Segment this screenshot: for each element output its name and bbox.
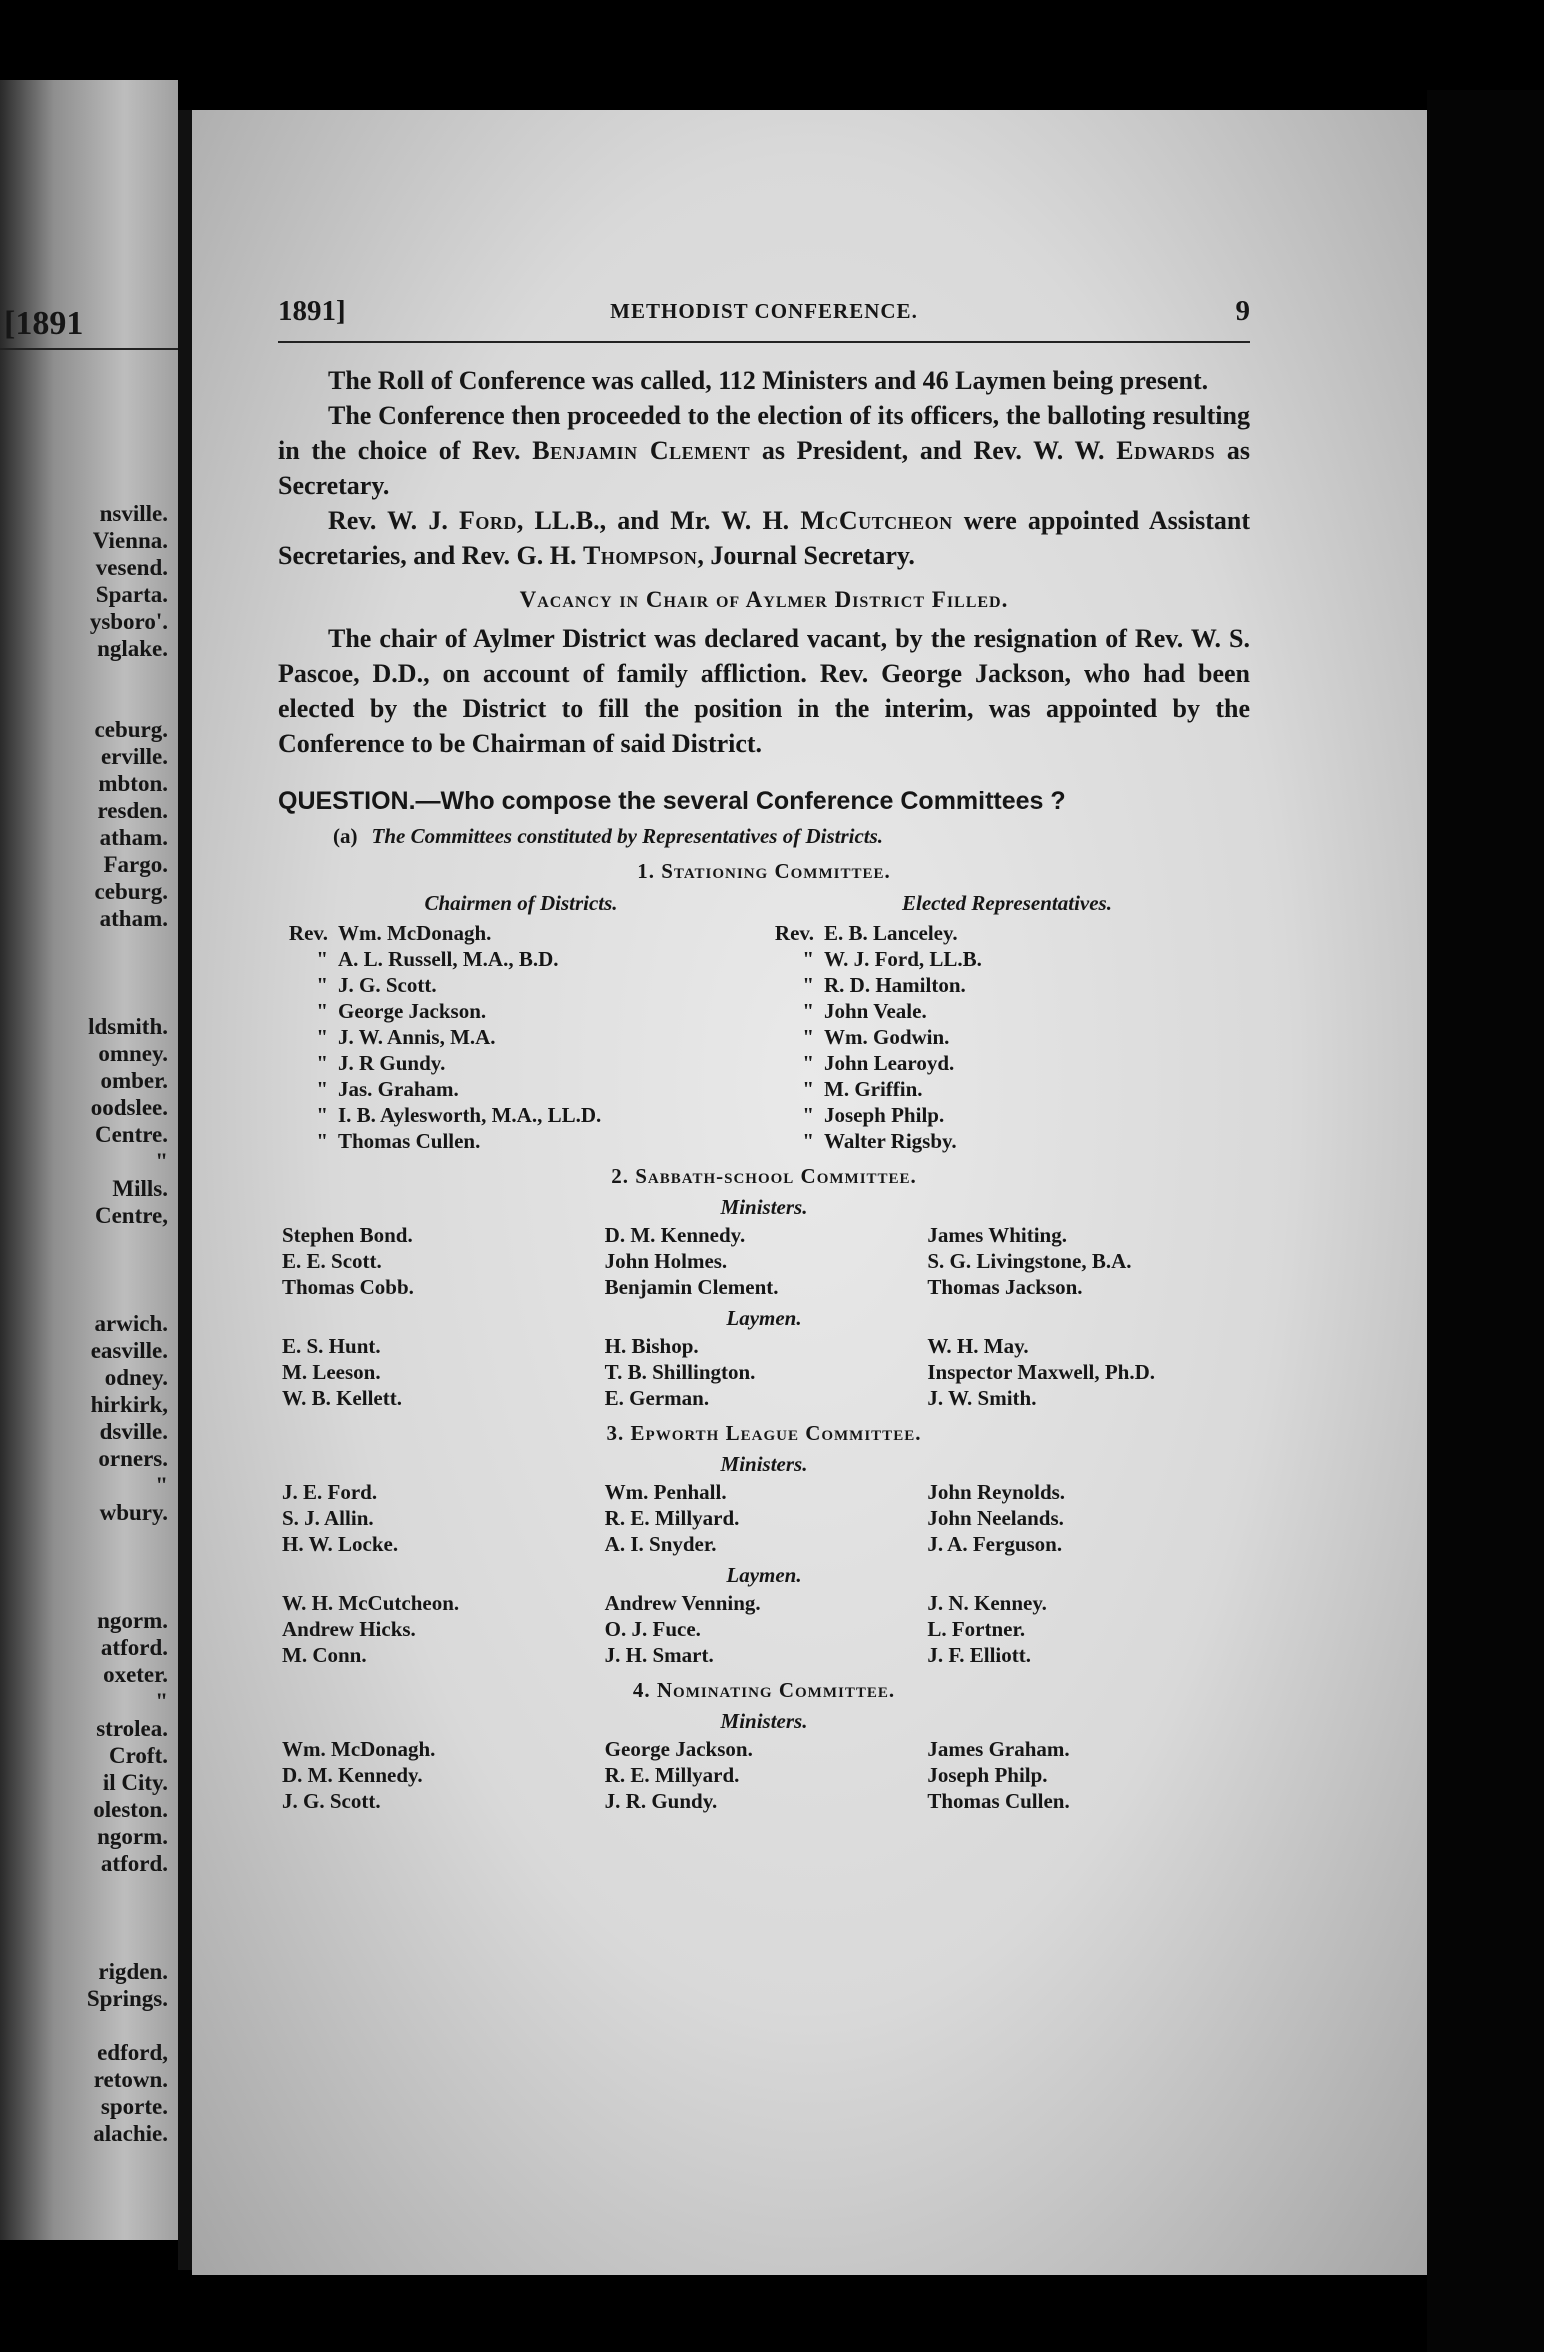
- member-column: [605, 1479, 928, 1557]
- member-row: [764, 1024, 1250, 1050]
- paragraph-roll-call: The Roll of Conference was called, 112 Ministers and 46 Laymen being present.: [328, 366, 1209, 395]
- left-page-line: oleston.: [93, 1797, 168, 1822]
- left-page-line: Centre,: [94, 1203, 168, 1228]
- text-run: Rev. W. J.: [328, 506, 459, 535]
- left-page-line: [0, 986, 168, 1013]
- left-page-line: ceburg.: [94, 879, 168, 904]
- vacancy-heading: Vacancy in Chair of Aylmer District Filled.: [519, 587, 1009, 612]
- member-name: Joseph Philp.: [927, 1763, 1048, 1787]
- member-name: D. M. Kennedy.: [604, 1223, 746, 1247]
- left-page-line: wbury.: [99, 1500, 168, 1525]
- member-name: W. J. Ford, LL.B.: [824, 947, 982, 971]
- member-name: Wm. Penhall.: [604, 1480, 727, 1504]
- left-page-line: [0, 2012, 168, 2039]
- member-row: [764, 1128, 1250, 1154]
- paragraph-vacancy: The chair of Aylmer District was declared vacant, by the resignation of Rev. W. S. Pascoe, D.D., on account of family affliction. Rev. George Jackson, who had been elected by the District to fill the position in the interim, was appointed by the Conference to be Chairman of said District.: [278, 624, 1250, 758]
- member-name: Stephen Bond.: [282, 1223, 413, 1247]
- left-page-line: Sparta.: [95, 582, 168, 607]
- nominating-ministers-heading: Ministers.: [720, 1709, 808, 1733]
- member-column: [282, 1736, 605, 1814]
- chairmen-list: [278, 920, 764, 1154]
- member-prefix: ": [802, 973, 814, 997]
- member-name: E. S. Hunt.: [282, 1334, 381, 1358]
- representatives-column: [764, 890, 1250, 1154]
- left-page-line: [0, 1526, 168, 1553]
- member-column: [605, 1590, 928, 1668]
- member-prefix: Rev.: [774, 921, 814, 945]
- text-run: The Conference then proceeded to the election of its officers, the balloting resulting in the choice of Rev.: [278, 401, 1250, 465]
- left-page-line: vesend.: [95, 555, 168, 580]
- left-page-line: [0, 689, 168, 716]
- left-page-line: Croft.: [109, 1743, 168, 1768]
- member-column: [282, 1479, 605, 1557]
- member-row: [278, 998, 764, 1024]
- member-row: [764, 946, 1250, 972]
- left-page-line: arwich.: [94, 1311, 168, 1336]
- left-page-line: ": [155, 1473, 168, 1498]
- member-prefix: ": [316, 947, 328, 971]
- left-page-fragment: [0, 80, 178, 2240]
- left-page-line: omney.: [98, 1041, 168, 1066]
- left-page-line: [0, 1904, 168, 1931]
- left-page-line: mbton.: [98, 771, 168, 796]
- member-name: J. G. Scott.: [282, 1789, 381, 1813]
- left-page-place-names: [0, 500, 168, 2147]
- member-row: [278, 1024, 764, 1050]
- left-page-line: Centre.: [94, 1122, 168, 1147]
- paragraph-election: [278, 398, 1250, 503]
- nominating-ministers-list: [282, 1736, 1250, 1814]
- member-name: D. M. Kennedy.: [282, 1763, 423, 1787]
- left-page-line: atford.: [100, 1635, 168, 1660]
- member-prefix: ": [802, 947, 814, 971]
- left-page-line: Fargo.: [103, 852, 168, 877]
- member-name: W. H. May.: [927, 1334, 1029, 1358]
- left-page-line: [0, 1256, 168, 1283]
- member-name: George Jackson.: [604, 1737, 753, 1761]
- member-column: [927, 1590, 1250, 1668]
- member-row: [764, 972, 1250, 998]
- subquestion: [333, 824, 1250, 849]
- left-page-line: Mills.: [112, 1176, 168, 1201]
- member-column: [927, 1736, 1250, 1814]
- member-column: [927, 1479, 1250, 1557]
- member-name: L. Fortner.: [927, 1617, 1026, 1641]
- left-page-line: ": [155, 1689, 168, 1714]
- left-page-line: retown.: [93, 2067, 168, 2092]
- question-heading: QUESTION.—Who compose the several Conference Committees ?: [278, 787, 1066, 815]
- left-page-line: atford.: [100, 1851, 168, 1876]
- sabbath-committee-title: 2. Sabbath-school Committee.: [611, 1164, 917, 1188]
- member-column: [605, 1736, 928, 1814]
- member-name: M. Griffin.: [824, 1077, 923, 1101]
- member-name: W. H. McCutcheon.: [282, 1591, 460, 1615]
- member-name: H. W. Locke.: [282, 1532, 399, 1556]
- member-name: Thomas Cobb.: [282, 1275, 414, 1299]
- member-name: I. B. Aylesworth, M.A., LL.D.: [338, 1103, 602, 1127]
- member-name: John Reynolds.: [927, 1480, 1066, 1504]
- member-name: S. G. Livingstone, B.A.: [927, 1249, 1132, 1273]
- left-page-line: alachie.: [93, 2121, 168, 2146]
- book-gutter: [178, 110, 192, 2270]
- subquestion-text: The Committees constituted by Representatives of Districts.: [371, 824, 884, 848]
- left-page-line: [0, 1931, 168, 1958]
- left-page-line: hirkirk,: [90, 1392, 168, 1417]
- mccutcheon-name: McCutcheon: [800, 506, 953, 535]
- member-name: W. B. Kellett.: [282, 1386, 402, 1410]
- running-header: [278, 295, 1250, 335]
- member-name: J. W. Smith.: [927, 1386, 1037, 1410]
- member-name: Thomas Cullen.: [927, 1789, 1070, 1813]
- left-page-line: [0, 1877, 168, 1904]
- nominating-committee-title: 4. Nominating Committee.: [632, 1678, 896, 1702]
- member-prefix: ": [316, 1025, 328, 1049]
- right-page: [192, 110, 1427, 2275]
- member-row: [278, 1102, 764, 1128]
- member-name: E. German.: [604, 1386, 710, 1410]
- member-name: J. F. Elliott.: [927, 1643, 1031, 1667]
- left-page-line: omber.: [100, 1068, 168, 1093]
- member-name: M. Leeson.: [282, 1360, 381, 1384]
- left-page-line: [0, 1283, 168, 1310]
- left-page-rule: [0, 348, 178, 350]
- member-prefix: Rev.: [288, 921, 328, 945]
- left-page-line: atham.: [99, 825, 168, 850]
- representatives-heading: Elected Representatives.: [902, 891, 1112, 915]
- member-column: [282, 1590, 605, 1668]
- member-name: J. A. Ferguson.: [927, 1532, 1063, 1556]
- member-name: M. Conn.: [282, 1643, 367, 1667]
- left-page-line: il City.: [102, 1770, 168, 1795]
- member-name: Walter Rigsby.: [824, 1129, 957, 1153]
- left-page-line: oodslee.: [90, 1095, 168, 1120]
- member-prefix: ": [802, 1129, 814, 1153]
- member-name: E. B. Lanceley.: [824, 921, 958, 945]
- member-name: John Learoyd.: [824, 1051, 955, 1075]
- member-name: A. L. Russell, M.A., B.D.: [338, 947, 559, 971]
- left-page-line: [0, 932, 168, 959]
- left-page-line: ngorm.: [97, 1824, 168, 1849]
- left-page-line: ysboro'.: [89, 609, 168, 634]
- left-page-line: strolea.: [96, 1716, 168, 1741]
- ford-name: Ford: [459, 506, 517, 535]
- left-page-line: atham.: [99, 906, 168, 931]
- member-prefix: ": [802, 1103, 814, 1127]
- member-name: Joseph Philp.: [824, 1103, 945, 1127]
- member-prefix: ": [316, 973, 328, 997]
- member-name: J. W. Annis, M.A.: [338, 1025, 496, 1049]
- left-page-line: ceburg.: [94, 717, 168, 742]
- member-row: [278, 946, 764, 972]
- member-row: [278, 920, 764, 946]
- member-name: R. E. Millyard.: [604, 1506, 740, 1530]
- left-page-line: sporte.: [100, 2094, 168, 2119]
- left-page-line: Vienna.: [92, 528, 168, 553]
- subquestion-label: (a): [333, 824, 358, 848]
- member-name: J. N. Kenney.: [927, 1591, 1047, 1615]
- member-name: Jas. Graham.: [338, 1077, 459, 1101]
- member-name: R. D. Hamilton.: [824, 973, 966, 997]
- scan-dark-margin: [1427, 90, 1544, 2352]
- text-run: as President, and Rev. W. W.: [750, 436, 1117, 465]
- sabbath-laymen-list: [282, 1333, 1250, 1411]
- member-name: J. H. Smart.: [604, 1643, 714, 1667]
- sabbath-ministers-heading: Ministers.: [720, 1195, 808, 1219]
- member-row: [278, 1050, 764, 1076]
- left-page-line: easville.: [90, 1338, 168, 1363]
- thompson-name: Thompson: [582, 541, 698, 570]
- member-name: Andrew Venning.: [604, 1591, 761, 1615]
- epworth-ministers-heading: Ministers.: [720, 1452, 808, 1476]
- member-prefix: ": [316, 1051, 328, 1075]
- member-column: [282, 1333, 605, 1411]
- member-name: Inspector Maxwell, Ph.D.: [927, 1360, 1156, 1384]
- sabbath-laymen-heading: Laymen.: [726, 1306, 802, 1330]
- member-row: [278, 1128, 764, 1154]
- member-column: [282, 1222, 605, 1300]
- left-page-line: resden.: [97, 798, 168, 823]
- left-page-line: nsville.: [99, 501, 168, 526]
- member-name: Andrew Hicks.: [282, 1617, 416, 1641]
- member-prefix: ": [802, 1077, 814, 1101]
- chairmen-heading: Chairmen of Districts.: [424, 891, 618, 915]
- left-page-line: edford,: [97, 2040, 168, 2065]
- left-page-line: [0, 959, 168, 986]
- member-name: James Graham.: [927, 1737, 1070, 1761]
- text-run: were appointed Assistant Secretaries, and Rev. G. H.: [278, 506, 1251, 570]
- member-name: Thomas Jackson.: [927, 1275, 1083, 1299]
- header-year: 1891]: [278, 295, 346, 327]
- member-prefix: ": [802, 1025, 814, 1049]
- text-run: as Secretary.: [278, 436, 1250, 500]
- representatives-list: [764, 920, 1250, 1154]
- member-row: [764, 920, 1250, 946]
- left-page-line: rigden.: [98, 1959, 168, 1984]
- member-name: Wm. McDonagh.: [282, 1737, 436, 1761]
- left-page-line: nglake.: [97, 636, 168, 661]
- member-name: J. E. Ford.: [282, 1480, 378, 1504]
- paragraph-assistants: [278, 503, 1250, 573]
- left-page-line: Springs.: [86, 1986, 168, 2011]
- epworth-laymen-list: [282, 1590, 1250, 1668]
- member-row: [764, 998, 1250, 1024]
- left-page-line: orners.: [98, 1446, 168, 1471]
- left-page-line: dsville.: [99, 1419, 168, 1444]
- member-name: John Neelands.: [927, 1506, 1064, 1530]
- left-page-line: ngorm.: [97, 1608, 168, 1633]
- chairmen-column: [278, 890, 764, 1154]
- member-row: [278, 972, 764, 998]
- member-column: [605, 1222, 928, 1300]
- member-name: J. G. Scott.: [338, 973, 437, 997]
- page-number: 9: [1235, 295, 1250, 327]
- header-title: METHODIST CONFERENCE.: [610, 299, 918, 323]
- text-run: , LL.B., and Mr. W. H.: [516, 506, 801, 535]
- member-name: J. R Gundy.: [338, 1051, 446, 1075]
- member-name: O. J. Fuce.: [604, 1617, 701, 1641]
- left-page-line: ": [155, 1149, 168, 1174]
- epworth-ministers-list: [282, 1479, 1250, 1557]
- left-page-line: odney.: [104, 1365, 168, 1390]
- member-name: E. E. Scott.: [282, 1249, 382, 1273]
- left-page-line: erville.: [100, 744, 168, 769]
- member-name: Wm. Godwin.: [824, 1025, 950, 1049]
- member-name: John Holmes.: [604, 1249, 728, 1273]
- epworth-committee-title: 3. Epworth League Committee.: [606, 1421, 922, 1445]
- member-name: George Jackson.: [338, 999, 487, 1023]
- left-page-line: ldsmith.: [88, 1014, 168, 1039]
- member-name: R. E. Millyard.: [604, 1763, 740, 1787]
- member-name: Wm. McDonagh.: [338, 921, 492, 945]
- member-name: Benjamin Clement.: [604, 1275, 779, 1299]
- member-prefix: ": [316, 1129, 328, 1153]
- member-column: [927, 1333, 1250, 1411]
- member-prefix: ": [316, 1077, 328, 1101]
- left-page-line: [0, 1580, 168, 1607]
- left-page-line: [0, 1553, 168, 1580]
- stationing-committee-title: 1. Stationing Committee.: [637, 859, 891, 883]
- member-prefix: ": [316, 1103, 328, 1127]
- page-content: [278, 295, 1250, 1814]
- epworth-laymen-heading: Laymen.: [726, 1563, 802, 1587]
- left-page-line: [0, 1229, 168, 1256]
- member-column: [927, 1222, 1250, 1300]
- member-column: [605, 1333, 928, 1411]
- member-prefix: ": [802, 999, 814, 1023]
- member-name: Thomas Cullen.: [338, 1129, 481, 1153]
- member-name: A. I. Snyder.: [604, 1532, 717, 1556]
- member-row: [764, 1076, 1250, 1102]
- member-name: S. J. Allin.: [282, 1506, 374, 1530]
- member-row: [278, 1076, 764, 1102]
- left-page-header: [1891: [4, 305, 84, 342]
- member-row: [764, 1102, 1250, 1128]
- left-page-line: [0, 662, 168, 689]
- member-name: James Whiting.: [927, 1223, 1067, 1247]
- member-row: [764, 1050, 1250, 1076]
- member-name: H. Bishop.: [604, 1334, 699, 1358]
- secretary-name: Edwards: [1116, 436, 1216, 465]
- sabbath-ministers-list: [282, 1222, 1250, 1300]
- left-page-line: oxeter.: [103, 1662, 168, 1687]
- member-prefix: ": [802, 1051, 814, 1075]
- stationing-committee-list: [278, 890, 1250, 1154]
- member-name: John Veale.: [824, 999, 927, 1023]
- text-run: , Journal Secretary.: [697, 541, 915, 570]
- member-name: T. B. Shillington.: [604, 1360, 756, 1384]
- header-rule: [278, 341, 1250, 343]
- member-name: J. R. Gundy.: [604, 1789, 718, 1813]
- member-prefix: ": [316, 999, 328, 1023]
- president-name: Benjamin Clement: [532, 436, 751, 465]
